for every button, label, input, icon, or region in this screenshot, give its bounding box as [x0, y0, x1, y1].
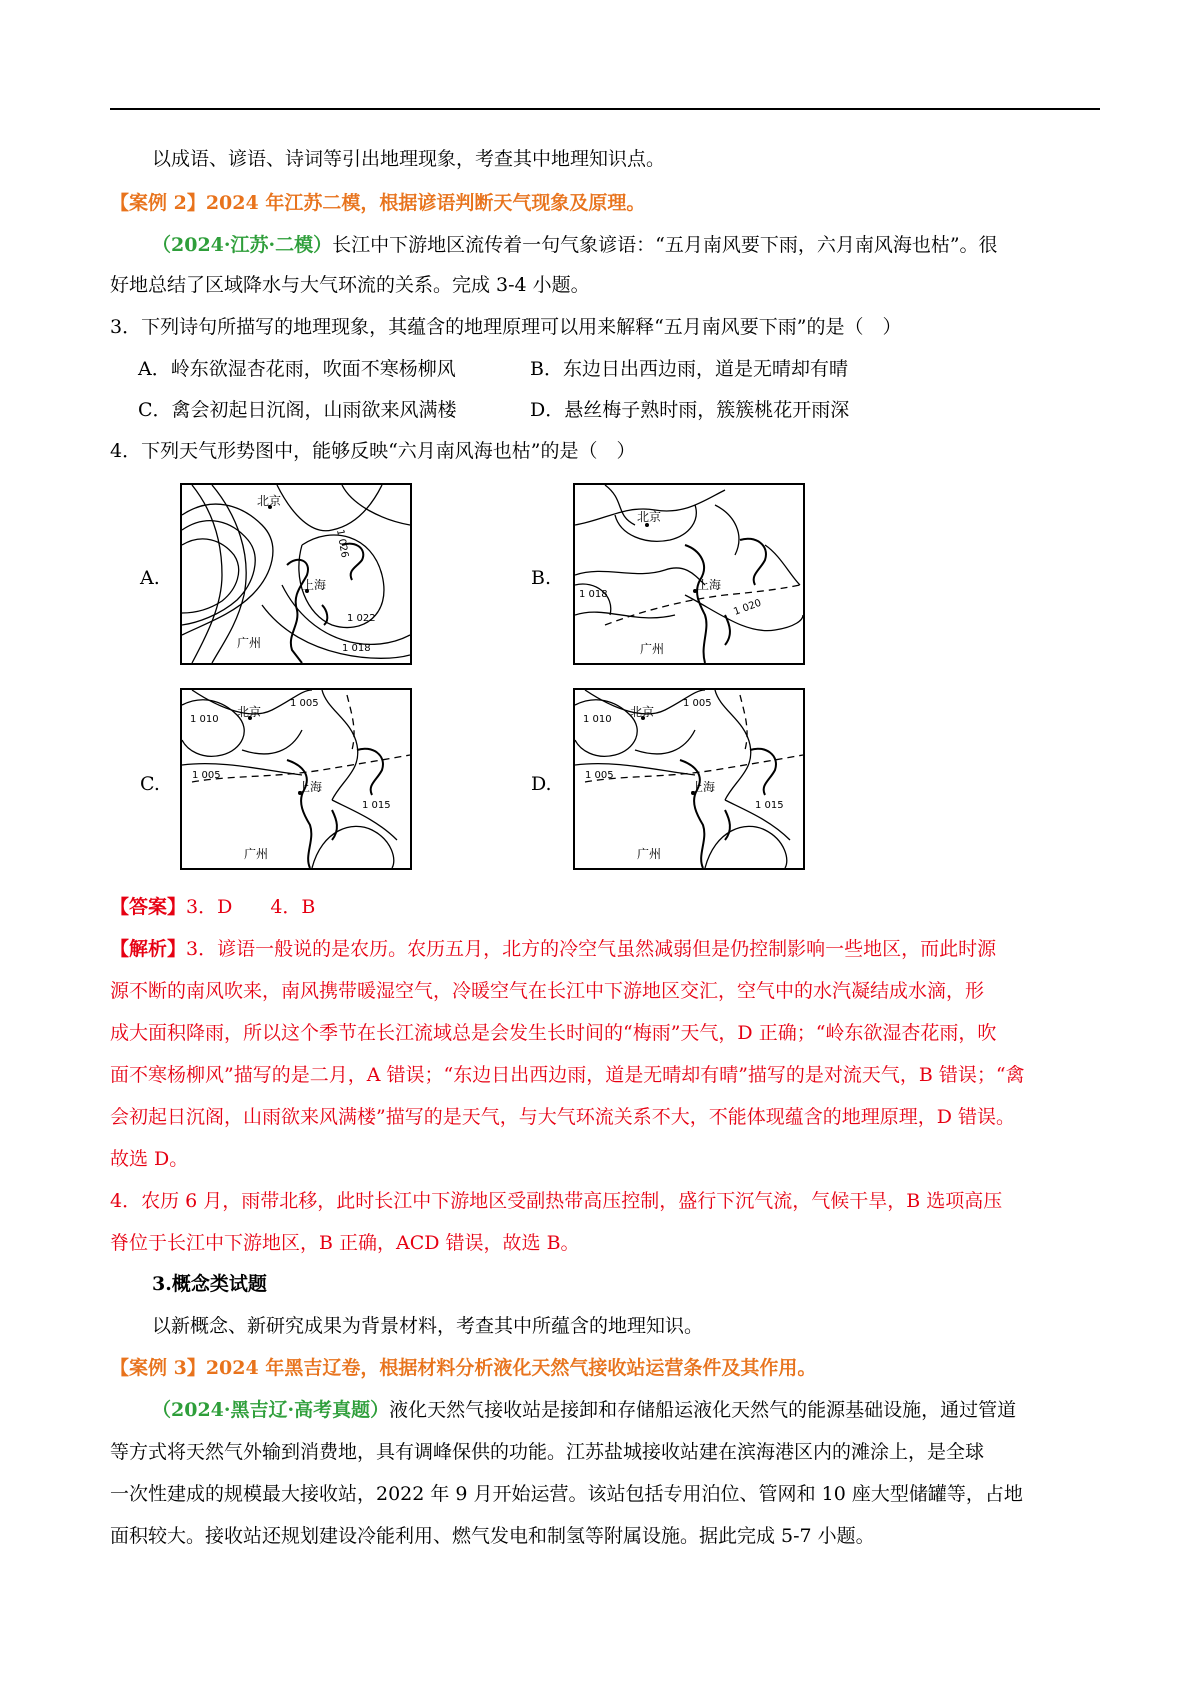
analysis-line-1 [110, 935, 996, 963]
weather-map-a[interactable] [180, 483, 412, 665]
q4-label-a: A. [140, 567, 160, 589]
intro-text: 以成语、谚语、诗词等引出地理现象，考查其中地理知识点。 [152, 148, 666, 170]
map-b-isobar-1018: 1 018 [579, 589, 608, 600]
analysis-label: 【解析】 [110, 938, 187, 960]
q3-option-c: C．禽会初起日沉阁，山雨欲来风满楼 [138, 399, 457, 421]
case2-stem-text: 长江中下游地区流传着一句气象谚语：“五月南风要下雨，六月南风海也枯”。很 [332, 234, 998, 256]
map-b-guangzhou: 广州 [640, 642, 665, 656]
map-d-isobar-1005-left: 1 005 [585, 770, 614, 781]
case3-line-3: 一次性建成的规模最大接收站，2022 年 9 月开始运营。该站包括专用泊位、管网和 10 座大型储罐等，占地 [110, 1483, 1023, 1505]
analysis-line-3: 成大面积降雨，所以这个季节在长江流域总是会发生长时间的“梅雨”天气，D 正确；“岭东欲湿杏花雨，吹 [110, 1022, 997, 1044]
map-c-isobar-1015: 1 015 [362, 800, 391, 811]
q4-label-b: B. [531, 567, 552, 589]
case3-heading: 【案例 3】2024 年黑吉辽卷，根据材料分析液化天然气接收站运营条件及其作用。 [110, 1357, 817, 1379]
map-d-shanghai: 上海 [691, 780, 716, 794]
q3-option-d: D．悬丝梅子熟时雨，簇簇桃花开雨深 [530, 399, 850, 421]
case3-source: （2024·黑吉辽·高考真题） [152, 1399, 390, 1421]
answer-label: 【答案】 [110, 896, 187, 918]
q3-option-a: A．岭东欲湿杏花雨，吹面不寒杨柳风 [138, 358, 456, 380]
map-a-beijing: 北京 [257, 494, 282, 508]
map-a-isobar-1022: 1 022 [347, 613, 376, 624]
analysis-line-2: 源不断的南风吹来，南风携带暖湿空气，冷暖空气在长江中下游地区交汇，空气中的水汽凝结成水滴，形 [110, 980, 985, 1002]
map-b-shanghai: 上海 [697, 578, 722, 592]
analysis-line-8: 脊位于长江中下游地区，B 正确，ACD 错误，故选 B。 [110, 1232, 580, 1254]
q4-label-c: C. [140, 773, 160, 795]
weather-map-c[interactable] [180, 688, 412, 870]
section3-title: 3.概念类试题 [152, 1273, 267, 1295]
map-d-isobar-1005-top: 1 005 [683, 698, 712, 709]
map-d-guangzhou: 广州 [637, 847, 662, 861]
case3-line-1 [152, 1396, 1016, 1424]
map-b-isobar-1020: 1 020 [732, 597, 763, 618]
map-a-isobar-1018: 1 018 [342, 643, 371, 654]
map-c-shanghai: 上海 [298, 780, 323, 794]
map-a-isobars [182, 485, 410, 663]
case2-heading: 【案例 2】2024 年江苏二模，根据谚语判断天气现象及原理。 [110, 192, 646, 214]
analysis-line-4: 面不寒杨柳风”描写的是二月，A 错误；“东边日出西边雨，道是无晴却有晴”描写的是对流天气，B 错误；“禽 [110, 1064, 1025, 1086]
analysis-line-6: 故选 D。 [110, 1148, 189, 1170]
answer-text: 3．D 4．B [186, 896, 316, 918]
q3-stem: 3．下列诗句所描写的地理现象，其蕴含的地理原理可以用来解释“五月南风要下雨”的是（ ） [110, 316, 902, 338]
map-b-beijing: 北京 [637, 510, 662, 524]
q3-option-b: B．东边日出西边雨，道是无晴却有晴 [530, 358, 848, 380]
case3-line-4: 面积较大。接收站还规划建设冷能利用、燃气发电和制氢等附属设施。据此完成 5-7 小题。 [110, 1525, 875, 1547]
answer-line [110, 893, 315, 921]
map-c-guangzhou: 广州 [244, 847, 269, 861]
map-d-isobar-1010: 1 010 [583, 714, 612, 725]
q4-label-d: D. [531, 773, 552, 795]
map-d-isobar-1015: 1 015 [755, 800, 784, 811]
map-a-guangzhou: 广州 [237, 636, 262, 650]
analysis-text-1: 3．谚语一般说的是农历。农历五月，北方的冷空气虽然减弱但是仍控制影响一些地区，而此时源 [186, 938, 997, 960]
map-c-isobar-1005-top: 1 005 [290, 698, 319, 709]
analysis-line-5: 会初起日沉阁，山雨欲来风满楼”描写的是天气，与大气环流关系不大，不能体现蕴含的地理原理，D 错误。 [110, 1106, 1015, 1128]
map-c-beijing: 北京 [237, 705, 262, 719]
case2-stem-line1 [152, 231, 998, 259]
case3-text-1: 液化天然气接收站是接卸和存储船运液化天然气的能源基础设施，通过管道 [389, 1399, 1017, 1421]
q4-stem: 4．下列天气形势图中，能够反映“六月南风海也枯”的是（ ） [110, 440, 636, 462]
case3-line-2: 等方式将天然气外输到消费地，具有调峰保供的功能。江苏盐城接收站建在滨海港区内的滩涂上，是全球 [110, 1441, 985, 1463]
header-rule [110, 108, 1100, 110]
section3-intro: 以新概念、新研究成果为背景材料，考查其中所蕴含的地理知识。 [152, 1315, 704, 1337]
map-a-shanghai: 上海 [302, 578, 327, 592]
case2-source: （2024·江苏·二模） [152, 234, 333, 256]
analysis-line-7: 4．农历 6 月，雨带北移，此时长江中下游地区受副热带高压控制，盛行下沉气流，气候干旱，B 选项高压 [110, 1190, 1003, 1212]
weather-map-b[interactable] [573, 483, 805, 665]
case2-stem-line2: 好地总结了区域降水与大气环流的关系。完成 3-4 小题。 [110, 274, 590, 296]
map-c-isobar-1010: 1 010 [190, 714, 219, 725]
map-d-beijing: 北京 [630, 705, 655, 719]
weather-map-d[interactable] [573, 688, 805, 870]
map-c-isobar-1005-left: 1 005 [192, 770, 221, 781]
map-a-isobar-1026: 1 026 [334, 528, 350, 559]
